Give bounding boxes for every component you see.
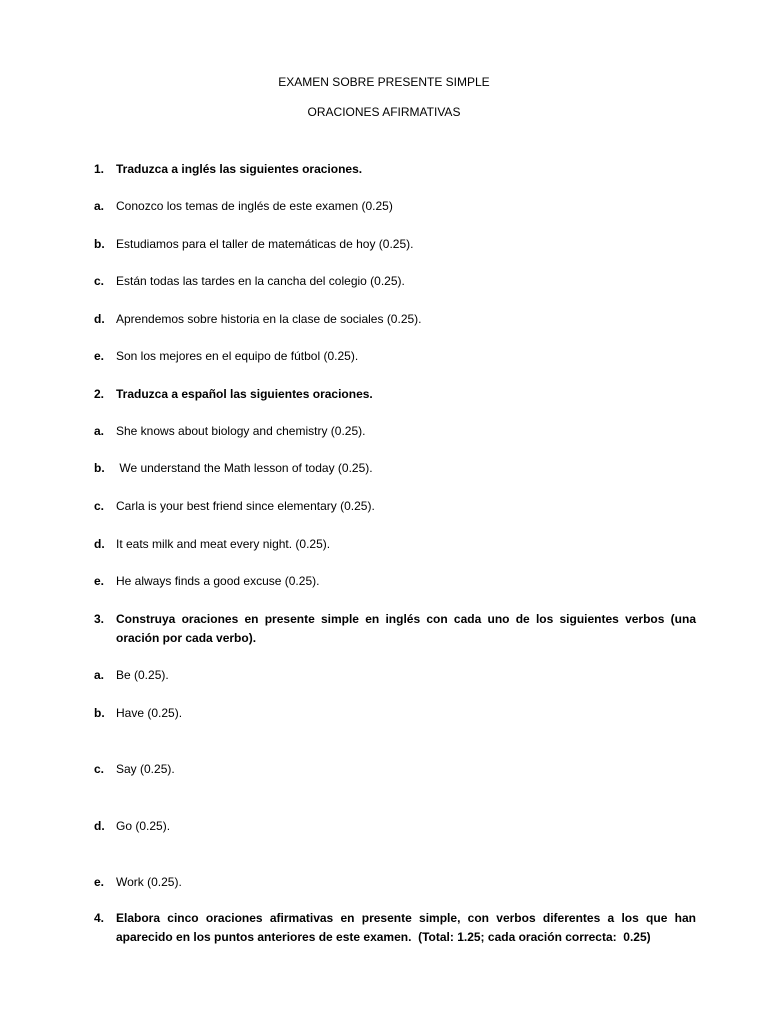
item-text: Be (0.25). (116, 668, 169, 682)
item-marker: d. (94, 819, 105, 833)
q1-item-b (94, 235, 696, 254)
question-2-text: Traduzca a español las siguientes oraciones. (116, 387, 373, 401)
question-1-text: Traduzca a inglés las siguientes oraciones. (116, 162, 363, 176)
q1-item-a (94, 197, 696, 216)
item-marker: b. (94, 461, 105, 475)
item-text: Work (0.25). (116, 875, 182, 889)
item-marker: c. (94, 274, 105, 288)
item-text: Say (0.25). (116, 762, 175, 776)
item-marker: b. (94, 237, 105, 251)
item-marker: e. (94, 349, 105, 363)
item-marker: a. (94, 199, 105, 213)
q3-item-d (94, 817, 696, 836)
item-text: Estudiamos para el taller de matemáticas de hoy (0.25). (116, 237, 414, 251)
item-text: Conozco los temas de inglés de este examen (0.25) (116, 199, 393, 213)
item-marker: 3. (94, 612, 105, 626)
item-text: Go (0.25). (116, 819, 171, 833)
q2-item-e (94, 572, 696, 591)
item-marker: 2. (94, 387, 105, 401)
item-marker: e. (94, 875, 105, 889)
item-marker: 4. (94, 911, 105, 925)
item-text: Son los mejores en el equipo de fútbol (0.25). (116, 349, 359, 363)
item-text: We understand the Math lesson of today (0.25). (116, 461, 373, 475)
q2-item-c (94, 497, 696, 516)
item-text: He always finds a good excuse (0.25). (116, 574, 320, 588)
item-marker: d. (94, 312, 105, 326)
item-marker: d. (94, 537, 105, 551)
item-text: Están todas las tardes en la cancha del colegio (0.25). (116, 274, 405, 288)
q3-item-a (94, 666, 696, 685)
question-4-text: Elabora cinco oraciones afirmativas en presente simple, con verbos diferentes a los que han aparecido en los puntos anteriores de este examen. (Total: 1.25; cada oración correcta: 0.25) (116, 911, 700, 944)
question-3 (94, 610, 696, 648)
item-marker: c. (94, 762, 105, 776)
q2-item-d (94, 535, 696, 554)
q2-item-a (94, 422, 696, 441)
item-marker: c. (94, 499, 105, 513)
question-3-text: Construya oraciones en presente simple en inglés con cada uno de los siguientes verbos (una oración por cada verbo). (116, 612, 696, 645)
question-2 (94, 385, 696, 404)
item-marker: e. (94, 574, 105, 588)
question-4 (94, 909, 700, 947)
item-marker: 1. (94, 162, 105, 176)
item-marker: a. (94, 424, 105, 438)
item-text: Carla is your best friend since elementary (0.25). (116, 499, 375, 513)
question-1 (94, 160, 696, 179)
q3-item-b (94, 704, 696, 723)
q1-item-d (94, 310, 696, 329)
exam-subtitle: ORACIONES AFIRMATIVAS (307, 105, 461, 119)
q3-item-c (94, 760, 696, 779)
exam-title: EXAMEN SOBRE PRESENTE SIMPLE (278, 75, 490, 89)
item-text: Have (0.25). (116, 706, 183, 720)
item-marker: a. (94, 668, 105, 682)
q1-item-c (94, 272, 696, 291)
item-text: She knows about biology and chemistry (0.25). (116, 424, 366, 438)
q2-item-b (94, 459, 696, 478)
item-text: Aprendemos sobre historia en la clase de sociales (0.25). (116, 312, 422, 326)
item-marker: b. (94, 706, 105, 720)
q3-item-e (94, 873, 696, 892)
q1-item-e (94, 347, 696, 366)
item-text: It eats milk and meat every night. (0.25). (116, 537, 331, 551)
